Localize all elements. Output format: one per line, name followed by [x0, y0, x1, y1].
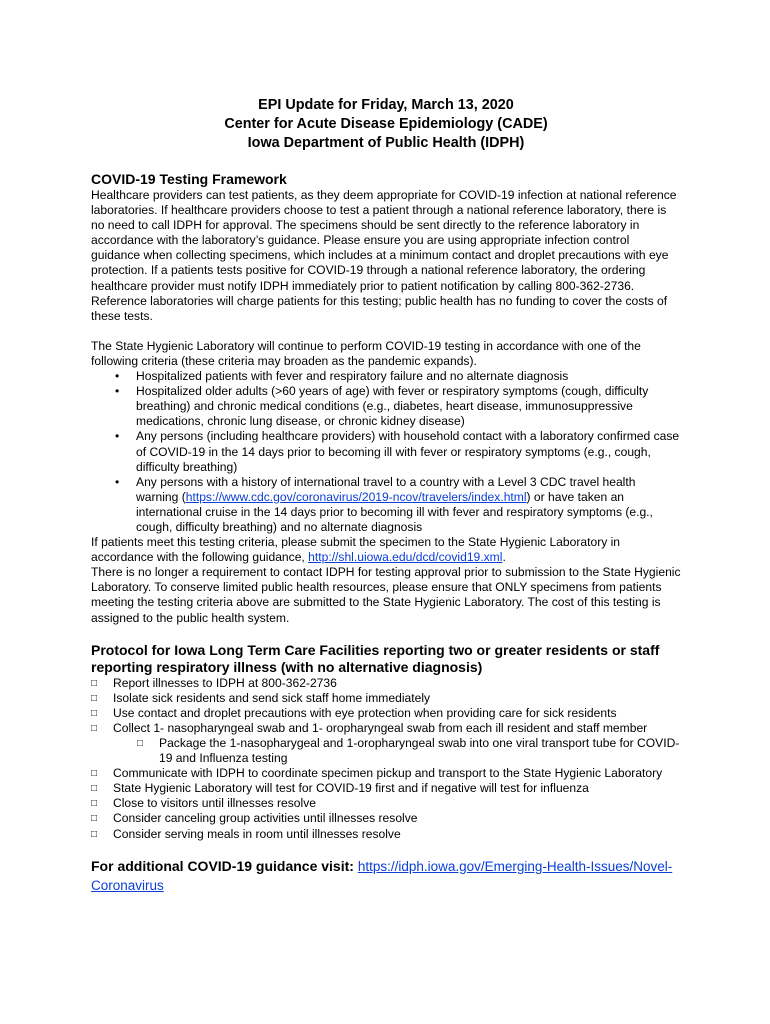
testing-framework-paragraph-3: [91, 535, 681, 565]
testing-framework-paragraph-2: The State Hygienic Laboratory will continue to perform COVID-19 testing in accordance with one of the following criteria (these criteria may broaden as the pandemic expands).: [91, 338, 641, 368]
criteria-item: [91, 475, 681, 535]
checklist-item-text: Isolate sick residents and send sick staff home immediately: [113, 690, 431, 705]
checklist-item-text: Consider serving meals in room until illnesses resolve: [113, 826, 401, 841]
title-line-3: Iowa Department of Public Health (IDPH): [247, 135, 525, 151]
checklist-item: [91, 827, 681, 842]
checkbox-icon: □: [91, 783, 98, 795]
checklist-item-text: Communicate with IDPH to coordinate specimen pickup and transport to the State Hygienic Laboratory: [113, 766, 663, 781]
checkbox-icon: □: [91, 692, 98, 704]
checkbox-icon: □: [91, 677, 98, 689]
protocol-checklist: [91, 676, 681, 736]
checkbox-icon: □: [91, 798, 98, 810]
criteria-item: • Hospitalized patients with fever and respiratory failure and no alternate diagnosis: [91, 369, 681, 384]
checklist-item-text: Package the 1-nasopharygeal and 1-oropharyngeal swab into one viral transport tube for COVID-19 and Influenza testing: [159, 736, 680, 766]
protocol-checklist-continued: [91, 766, 681, 841]
checkbox-icon: □: [91, 768, 98, 780]
criteria-item-text: Any persons with a history of international travel to a country with a Level 3 CDC travel health warning (: [136, 474, 636, 504]
document-page: [91, 96, 681, 895]
shl-covid19-link[interactable]: http://shl.uiowa.edu/dcd/covid19.xml: [308, 550, 503, 565]
additional-guidance: [91, 857, 681, 895]
criteria-item: • Any persons (including healthcare providers) with household contact with a laboratory confirmed case of COVID-19 in the 14 days prior to becoming ill with fever or respiratory symptoms (e.g., cough, difficulty breathing): [91, 429, 681, 474]
checklist-item: [91, 691, 681, 706]
checklist-item: [91, 781, 681, 796]
criteria-item: • Hospitalized older adults (>60 years of age) with fever or respiratory symptoms (cough, difficulty breathing) and chronic medical conditions (e.g., diabetes, heart disease, immunosuppressive medications, chronic lung disease, or chronic kidney disease): [91, 384, 681, 429]
checklist-item: [91, 706, 681, 721]
checklist-item-text: Report illnesses to IDPH at 800-362-2736: [113, 675, 337, 690]
checklist-item: [91, 811, 681, 826]
testing-framework-paragraph-1: Healthcare providers can test patients, as they deem appropriate for COVID-19 infection at national reference laboratories. If healthcare providers choose to test a patient through a national reference laboratory, there is no need to call IDPH for approval. The specimens should be sent directly to the reference laboratory in accordance with the laboratory’s guidance. Please ensure you are using appropriate infection control guidance when collecting specimens, which includes at a minimum contact and droplet precautions with eye protection. If a patients tests positive for COVID-19 through a national reference laboratory, the ordering healthcare provider must notify IDPH immediately prior to patient notification by calling 800-362-2736. Reference laboratories will charge patients for this testing; public health has no funding to cover the costs of these tests.: [91, 188, 677, 323]
testing-criteria-list: [91, 369, 681, 535]
cdc-travel-link[interactable]: https://www.cdc.gov/coronavirus/2019-ncov/travelers/index.html: [185, 489, 527, 504]
checklist-item-text: Collect 1- nasopharyngeal swab and 1- oropharyngeal swab from each ill resident and staff member: [113, 720, 648, 735]
checkbox-icon: □: [91, 813, 98, 825]
checklist-sub-item: [91, 736, 681, 766]
checklist-item: [91, 676, 681, 691]
paragraph-text: If patients meet this testing criteria, please submit the specimen to the State Hygienic Laboratory in accordance with the following guidance,: [91, 535, 621, 565]
section-heading-testing-framework: COVID-19 Testing Framework: [91, 171, 287, 187]
checkbox-icon: □: [91, 828, 98, 840]
title-line-2: Center for Acute Disease Epidemiology (CADE): [224, 116, 548, 132]
checkbox-icon: □: [137, 738, 144, 749]
criteria-item-text: ) or have taken an international cruise in the 14 days prior to becoming ill with fever and respiratory symptoms (e.g., cough, difficulty breathing) and no alternate diagnosis: [136, 489, 653, 534]
section-heading-ltc-protocol: Protocol for Iowa Long Term Care Facilities reporting two or greater residents or staff reporting respiratory illness (with no alternative diagnosis): [91, 641, 660, 675]
protocol-sub-checklist: [91, 736, 681, 766]
checklist-item: [91, 766, 681, 781]
checklist-item-text: Consider canceling group activities until illnesses resolve: [113, 811, 418, 826]
idph-guidance-link[interactable]: https://idph.iowa.gov/Emerging-Health-Issues/Novel-Coronavirus: [91, 858, 673, 893]
title-line-1: EPI Update for Friday, March 13, 2020: [258, 97, 514, 113]
checklist-item-text: State Hygienic Laboratory will test for COVID-19 first and if negative will test for influenza: [113, 781, 589, 796]
checklist-item-text: Close to visitors until illnesses resolve: [113, 796, 316, 811]
additional-guidance-label: For additional COVID-19 guidance visit:: [91, 857, 358, 874]
checklist-item-text: Use contact and droplet precautions with eye protection when providing care for sick residents: [113, 705, 617, 720]
checkbox-icon: □: [91, 707, 98, 719]
checklist-item: [91, 796, 681, 811]
testing-framework-paragraph-4: There is no longer a requirement to contact IDPH for testing approval prior to submission to the State Hygienic Laboratory. To conserve limited public health resources, please ensure that ONLY specimens from patients meeting the testing criteria above are submitted to the State Hygienic Laboratory. The cost of this testing is assigned to the public health system.: [91, 565, 681, 625]
checkbox-icon: □: [91, 722, 98, 734]
checklist-item: [91, 721, 681, 736]
document-title: [91, 96, 681, 153]
paragraph-text: .: [502, 550, 506, 565]
